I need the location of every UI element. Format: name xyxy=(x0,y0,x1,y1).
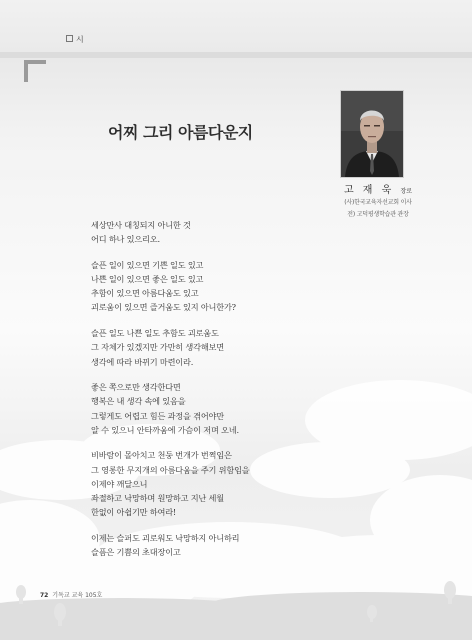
poem-line: 좌절하고 낙망하며 원망하고 지난 세월 xyxy=(91,493,224,503)
poem-line: 이제는 슬퍼도 괴로워도 낙망하지 아니하리 xyxy=(91,532,240,543)
page-footer xyxy=(40,590,102,599)
poem-line: 알 수 있으니 안타까움에 가슴이 저며 오네. xyxy=(91,424,239,435)
author-affiliation: 전) 고덕평생학습관 관장 xyxy=(347,211,409,218)
poem-line: 행복은 내 생각 속에 있음을 xyxy=(91,396,186,407)
poem-stanza xyxy=(91,258,331,315)
poem-line: 그 영롱한 무지개의 아름다움을 주기 위함임을 xyxy=(91,464,250,475)
author-name-line xyxy=(328,181,428,196)
poem-line: 추함이 있으면 아름다움도 있고 xyxy=(91,288,199,299)
magazine-name: 기독교 교육 105호 xyxy=(52,592,103,599)
author-block xyxy=(328,181,428,220)
poem-stanza xyxy=(91,326,331,369)
poem-line: 그 자체가 있겠지만 가만히 생각해보면 xyxy=(91,342,224,353)
author-name: 고 재 욱 xyxy=(343,185,395,196)
author-portrait xyxy=(340,90,404,178)
poem-stanza xyxy=(91,218,331,246)
poem-line: 좋은 쪽으로만 생각한다면 xyxy=(91,382,181,393)
poem-line: 나쁜 일이 있으면 좋은 일도 있고 xyxy=(91,274,204,285)
poem-line: 슬픈 일도 나쁜 일도 추함도 괴로움도 xyxy=(91,328,219,339)
author-affiliation: (사)한국교육자선교회 이사 xyxy=(344,199,412,206)
corner-bracket-ornament xyxy=(24,60,46,82)
poem-line: 그렇게도 어렵고 힘든 과정을 겪어야만 xyxy=(91,410,224,421)
poem-title: 어찌 그리 아름다운지 xyxy=(108,123,253,142)
section-tag xyxy=(66,34,84,45)
poem-stanza xyxy=(91,531,331,559)
poem-stanza xyxy=(91,448,331,519)
poem-line: 슬픔은 기쁨의 초대장이고 xyxy=(91,547,181,558)
author-role: 장로 xyxy=(400,188,413,195)
poem-body xyxy=(91,218,331,571)
poem-line: 이제야 깨달으니 xyxy=(91,478,148,489)
poem-line: 슬픈 일이 있으면 기쁜 일도 있고 xyxy=(91,259,204,270)
page-number: 72 xyxy=(40,592,49,599)
section-label: 시 xyxy=(76,35,84,44)
poem-stanza xyxy=(91,380,331,437)
author-photo-illustration xyxy=(341,91,403,177)
poem-line: 비바람이 몰아치고 천둥 번개가 번쩍임은 xyxy=(91,450,232,461)
poem-line: 어디 하나 있으리오. xyxy=(91,234,160,245)
poem-line: 한없이 아쉽기만 하여라! xyxy=(91,507,176,518)
square-bullet-icon xyxy=(66,35,73,42)
poem-line: 세상만사 대칭되지 아니한 것 xyxy=(91,220,191,230)
poem-line: 생각에 따라 바뀌기 마련이라. xyxy=(91,356,194,367)
poem-line: 괴로움이 있으면 즐거움도 있지 아니한가? xyxy=(91,302,236,313)
header-band xyxy=(0,52,472,58)
